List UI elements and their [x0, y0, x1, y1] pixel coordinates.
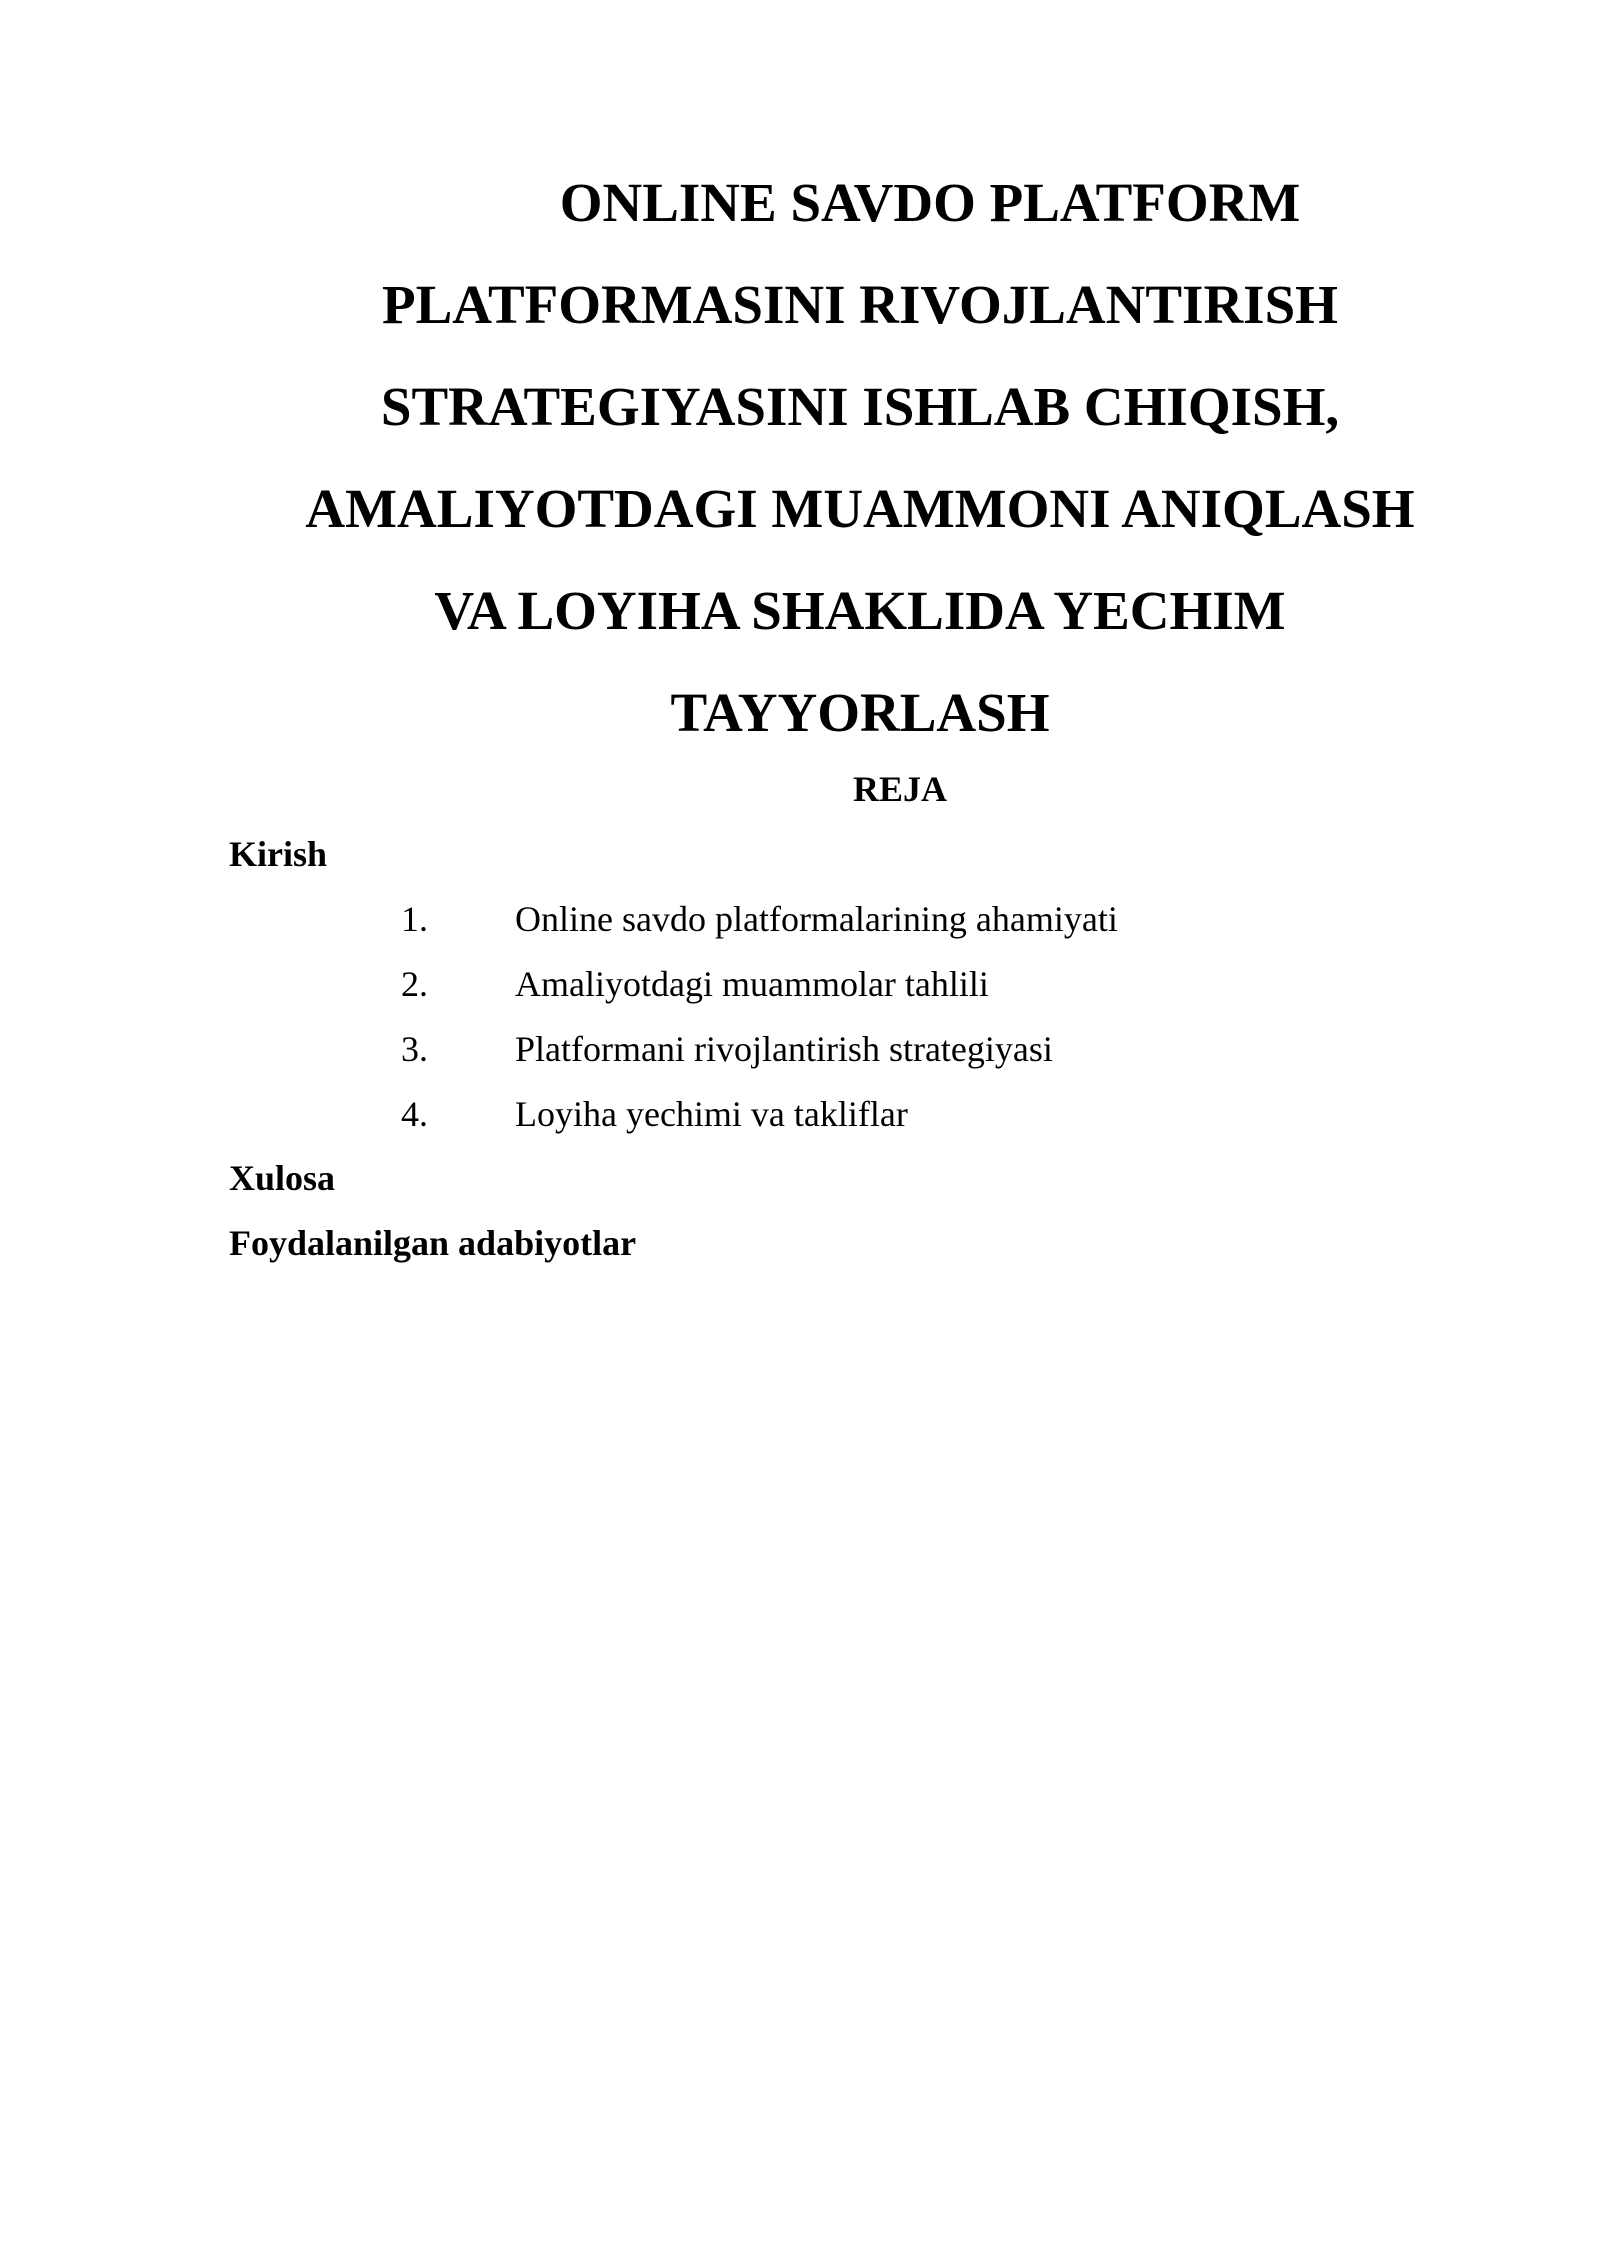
plan-item [0, 894, 1600, 959]
title-line: STRATEGIYASINI ISHLAB CHIQISH, [380, 376, 1340, 437]
conclusion-heading: Xulosa [229, 1158, 336, 1198]
plan-item [0, 1089, 1600, 1154]
plan-item-number: 1. [401, 899, 428, 939]
plan-item-number: 3. [401, 1029, 428, 1069]
plan-item [0, 959, 1600, 1024]
plan-item-number: 4. [401, 1094, 428, 1134]
title-line: TAYYORLASH [670, 682, 1050, 743]
document-title [230, 152, 1490, 764]
title-line: PLATFORMASINI RIVOJLANTIRISH [382, 274, 1338, 335]
plan-item-text: Amaliyotdagi muammolar tahlili [515, 964, 989, 1004]
title-line: ONLINE SAVDO PLATFORM [559, 172, 1301, 233]
title-line: VA LOYIHA SHAKLIDA YECHIM [434, 580, 1286, 641]
plan-item-text: Online savdo platformalarining ahamiyati [515, 899, 1118, 939]
plan-item-number: 2. [401, 964, 428, 1004]
plan-item-text: Loyiha yechimi va takliflar [515, 1094, 908, 1134]
plan-heading: REJA [852, 769, 947, 809]
plan-list [0, 894, 1600, 1154]
title-line: AMALIYOTDAGI MUAMMONI ANIQLASH [305, 478, 1415, 539]
references-heading: Foydalanilgan adabiyotlar [229, 1223, 637, 1263]
intro-heading: Kirish [229, 834, 328, 874]
plan-item-text: Platformani rivojlantirish strategiyasi [515, 1029, 1053, 1069]
plan-item [0, 1024, 1600, 1089]
